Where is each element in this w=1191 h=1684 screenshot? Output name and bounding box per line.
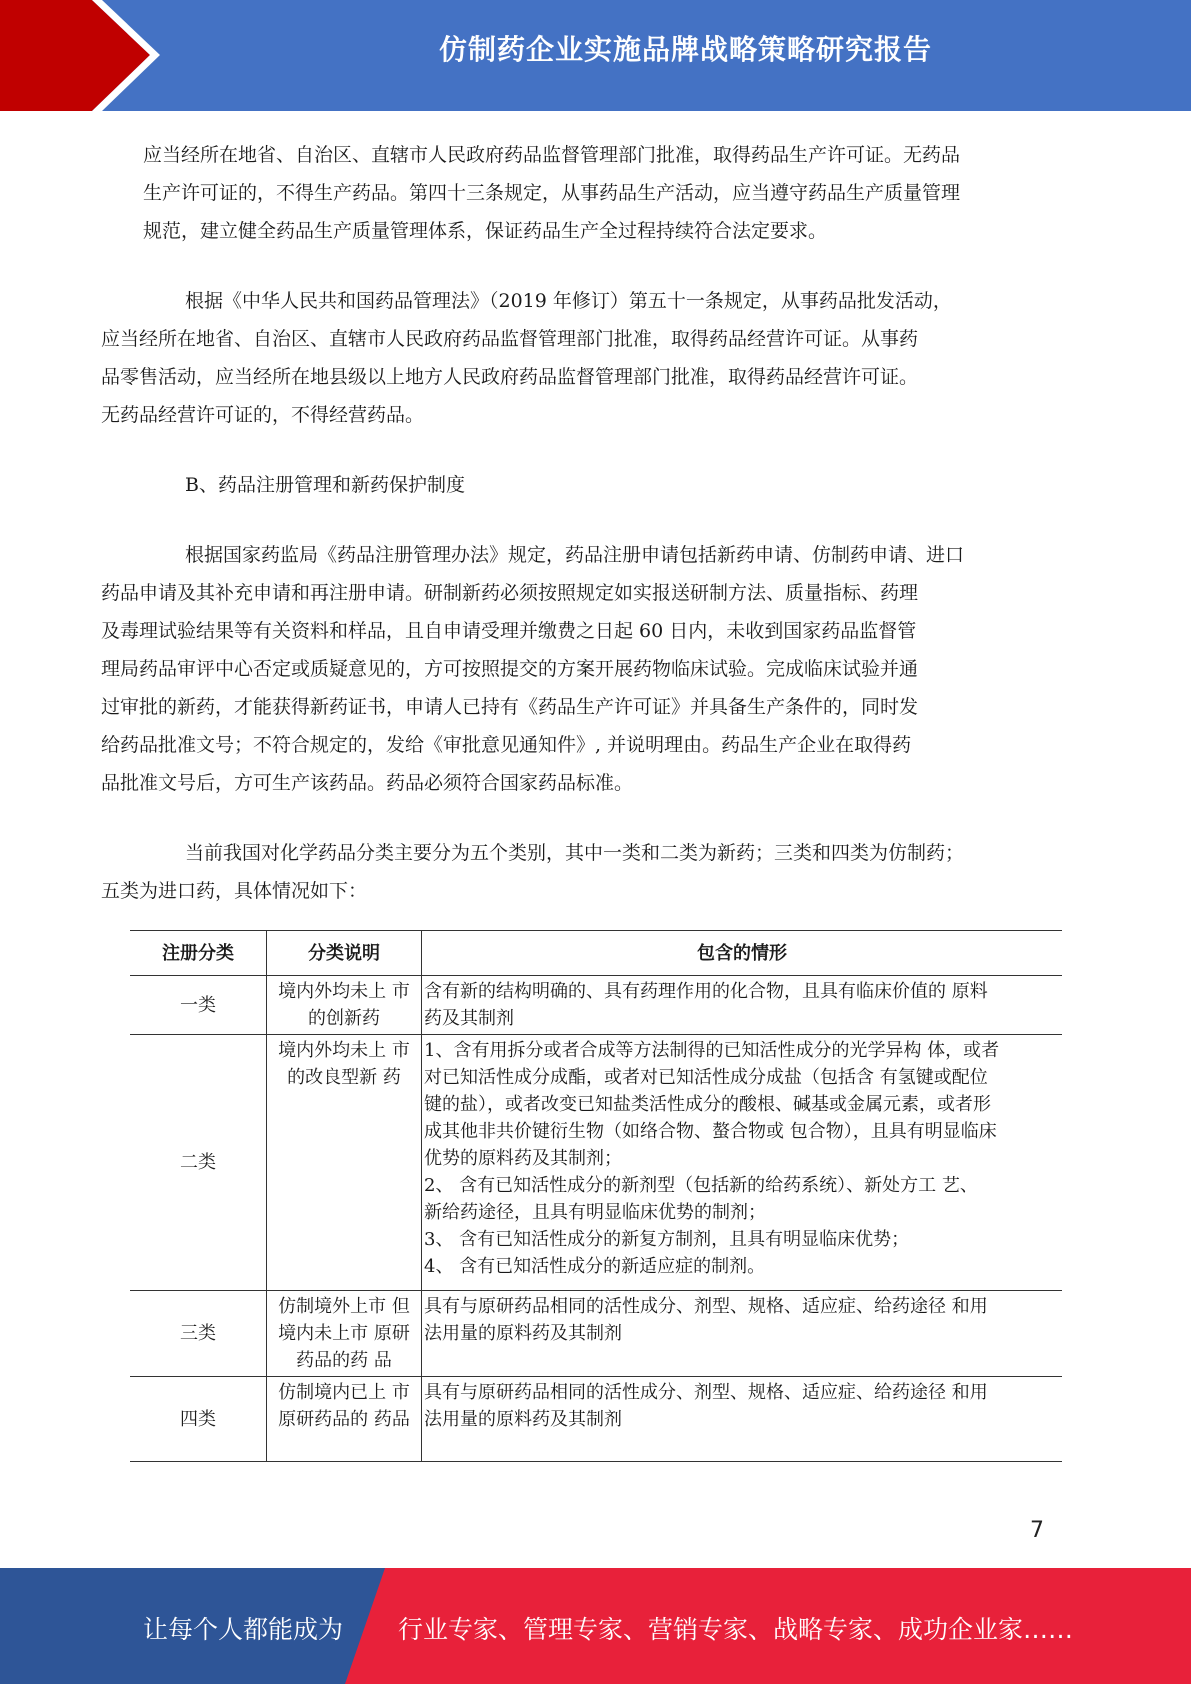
description-cell: 仿制境外上市 但 境内未上市 原研 药品的药 品 — [267, 1291, 422, 1377]
section-heading-b: B、药品注册管理和新药保护制度 — [185, 474, 465, 496]
column-header: 包含的情形 — [422, 931, 1063, 976]
table-row — [130, 1377, 1062, 1462]
cases-cell: 具有与原研药品相同的活性成分、剂型、规格、适应症、给药途径 和用 法用量的原料药及其制剂 — [422, 1377, 1063, 1462]
table-header-row — [130, 931, 1062, 976]
category-cell: 一类 — [130, 976, 267, 1035]
page-number: 7 — [1030, 1518, 1044, 1543]
description-cell: 仿制境内已上 市 原研药品的 药品 — [267, 1377, 422, 1462]
paragraph-3: 根据国家药监局《药品注册管理办法》规定，药品注册申请包括新药申请、仿制药申请、进口 药品申请及其补充申请和再注册申请。研制新药必须按照规定如实报送研制方法、质量指标、药理 及毒理试验结果等有关资料和样品，且自申请受理并缴费之日起 60 日内，未收到国家药品监督管 理局药品审评中心否定或质疑意见的，方可按照提交的方案开展药物临床试验。完成临床试验并通 过审批的新药，才能获得新药证书，申请人已持有《药品生产许可证》并具备生产条件的，同时发 给药品批准文号；不符合规定的，发给《审批意见通知件》, 并说明理由。药品生产企业在取得药 品批准文号后，方可生产该药品。药品必须符合国家药品标准。 — [101, 544, 965, 794]
cases-cell: 1、含有用拆分或者合成等方法制得的已知活性成分的光学异构 体，或者 对已知活性成分成酯，或者对已知活性成分成盐（包括含 有氢键或配位 键的盐），或者改变已知盐类活性成分的酸根、碱基或金属元素，或者形 成其他非共价键衍生物（如络合物、螯合物或 包合物），且具有明显临床 优势的原料药及其制剂； 2、 含有已知活性成分的新剂型（包括新的给药系统）、新处方工 艺、 新给药途径，且具有明显临床优势的制剂； 3、 含有已知活性成分的新复方制剂，且具有明显临床优势； 4、 含有已知活性成分的新适应症的制剂。 — [422, 1035, 1063, 1291]
table-row — [130, 1291, 1062, 1377]
report-title: 仿制药企业实施品牌战略策略研究报告 — [438, 33, 932, 66]
category-cell: 四类 — [130, 1377, 267, 1462]
page-footer — [0, 1568, 1191, 1684]
footer-slogan-left: 让每个人都能成为 — [143, 1615, 344, 1644]
table-row — [130, 976, 1062, 1035]
footer-slogan-right: 行业专家、管理专家、营销专家、战略专家、成功企业家…… — [398, 1615, 1074, 1644]
category-cell: 三类 — [130, 1291, 267, 1377]
description-cell: 境内外均未上 市 的改良型新 药 — [267, 1035, 422, 1291]
paragraph-2: 根据《中华人民共和国药品管理法》（2019 年修订）第五十一条规定，从事药品批发活动， 应当经所在地省、自治区、直辖市人民政府药品监督管理部门批准，取得药品经营许可证。从事药 品零售活动，应当经所在地县级以上地方人民政府药品监督管理部门批准，取得药品经营许可证。 无药品经营许可证的，不得经营药品。 — [101, 290, 952, 426]
column-header: 注册分类 — [130, 931, 267, 976]
paragraph-4: 当前我国对化学药品分类主要分为五个类别，其中一类和二类为新药；三类和四类为仿制药； 五类为进口药，具体情况如下： — [101, 842, 965, 902]
cases-cell: 含有新的结构明确的、具有药理作用的化合物，且具有临床价值的 原料 药及其制剂 — [422, 976, 1063, 1035]
drug-classification-table — [130, 930, 1062, 1462]
category-cell: 二类 — [130, 1035, 267, 1291]
paragraph-1: 应当经所在地省、自治区、直辖市人民政府药品监督管理部门批准，取得药品生产许可证。无药品 生产许可证的，不得生产药品。第四十三条规定，从事药品生产活动，应当遵守药品生产质量管理 规范，建立健全药品生产质量管理体系，保证药品生产全过程持续符合法定要求。 — [143, 144, 961, 242]
page-header — [0, 0, 1191, 111]
main-content — [101, 136, 1048, 942]
cases-cell: 具有与原研药品相同的活性成分、剂型、规格、适应症、给药途径 和用 法用量的原料药及其制剂 — [422, 1291, 1063, 1377]
column-header: 分类说明 — [267, 931, 422, 976]
table-row — [130, 1035, 1062, 1291]
description-cell: 境内外均未上 市 的创新药 — [267, 976, 422, 1035]
